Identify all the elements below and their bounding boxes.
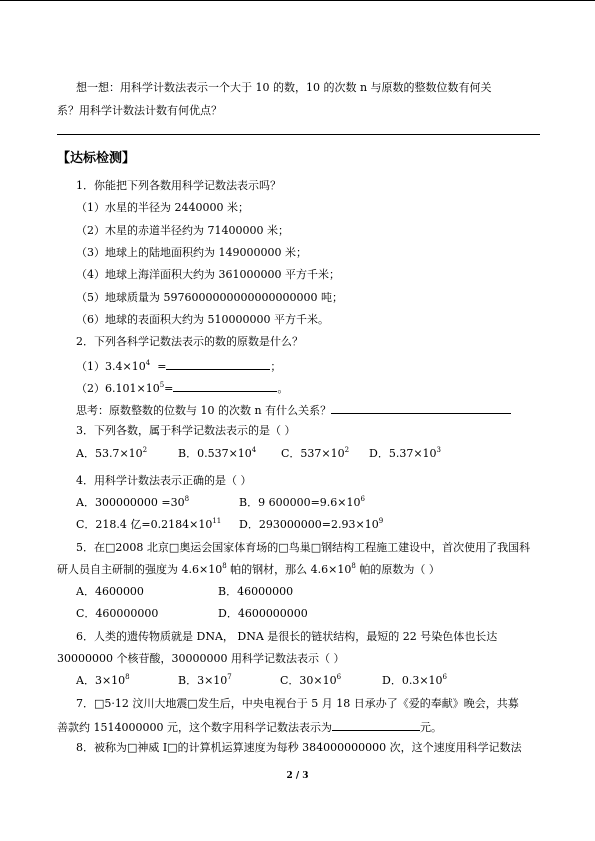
q5-line-2: 研人员自主研制的强度为 $4.6\times 10^8$ 帕的钢材，那么 $4.6\times 10^8$ 帕的原数为（ ）: [57, 562, 440, 576]
think-line-2: 系？用科学计数法计数有何优点？: [57, 104, 222, 117]
q4-option-d: D．$293000000=2.93\times 10^9$: [239, 517, 384, 531]
q1-item: （1）水星的半径为 2440000 米；: [76, 201, 249, 214]
q3-option-c: C．$537\times 10^2$: [281, 446, 350, 460]
think-line-1: 想一想：用科学计数法表示一个大于 10 的数，10 的次数 n 与原数的整数位数有何关: [76, 81, 492, 94]
q3-stem: 3．下列各数，属于科学记数法表示的是（ ）: [76, 424, 296, 437]
q6-option-c: C．$30\times 10^6$: [280, 673, 342, 687]
q1-item: （6）地球的表面积大约为 510000000 平方千米。: [76, 313, 329, 326]
q5-option-a: A．4600000: [76, 585, 144, 598]
q4-option-a: A．$300000000 =30^8$: [76, 495, 190, 509]
q8-line-1: 8．被称为□神威 I□的计算机运算速度为每秒 384000000000 次，这个速度用科学记数法: [76, 741, 522, 754]
q1-item: （5）地球质量为 5976000000000000000000 吨；: [76, 291, 343, 304]
q7-line-1: 7．□5·12 汶川大地震□发生后，中央电视台于 5 月 18 日承办了《爱的奉献》晚会，共募: [76, 697, 519, 710]
q3-option-a: A．$53.7\times 10^2$: [76, 446, 148, 460]
q6-option-d: D．$0.3\times 10^6$: [382, 673, 447, 687]
q1-item: （3）地球上的陆地面积约为 149000000 米；: [76, 246, 307, 259]
q4-option-b: B．9 $600000=9.6\times 10^6$: [239, 495, 365, 509]
q5-option-d: D．4600000000: [218, 607, 308, 620]
q7-line-2: 善款约 1514000000 元，这个数字用科学记数法表示为 元。: [57, 721, 442, 734]
q5-option-b: B．46000000: [218, 585, 294, 598]
q2-stem: 2．下列各科学记数法表示的数的原数是什么？: [76, 335, 303, 348]
q4-option-c: C．218.4 亿$=0.2184\times 10^{11}$: [76, 517, 222, 531]
q6-line-1: 6．人类的遗传物质就是 DNA， DNA 是很长的链状结构，最短的 22 号染色体也长达: [76, 630, 498, 643]
q4-stem: 4．用科学计数法表示正确的是（ ）: [76, 474, 252, 487]
answer-blank[interactable]: [173, 380, 277, 392]
q1-stem: 1．你能把下列各数用科学记数法表示吗？: [76, 179, 281, 192]
q6-option-b: B．$3\times 10^7$: [178, 673, 232, 687]
answer-blank[interactable]: [166, 358, 270, 370]
q6-option-a: A．$3\times 10^8$: [76, 673, 130, 687]
q2-part-b: $(2)6.101\times 10^5=$ 。: [76, 381, 289, 395]
answer-blank[interactable]: [332, 719, 420, 731]
q2-think: 思考：原数整数的位数与 10 的次数 n 有什么关系？: [76, 402, 511, 418]
section-divider: [57, 134, 540, 135]
q6-line-2: 30000000 个核苷酸，30000000 用科学记数法表示（ ）: [57, 652, 345, 665]
q2-part-a: $(1)3.4\times 10^4$ = ；: [76, 359, 282, 373]
q3-option-d: D．$5.37\times 10^3$: [369, 446, 441, 460]
q5-option-c: C．460000000: [76, 607, 159, 620]
section-title: 【达标检测】: [57, 151, 136, 166]
answer-blank[interactable]: [331, 402, 511, 414]
q1-item: （2）木星的赤道半径约为 71400000 米；: [76, 224, 289, 237]
q3-option-b: B．$0.537\times 10^4$: [178, 446, 257, 460]
q1-item: （4）地球上海洋面积大约为 361000000 平方千米；: [76, 268, 340, 281]
top-rule: [0, 0, 595, 1]
page-number: 2 / 3: [286, 771, 309, 781]
q5-line-1: 5．在□2008 北京□奥运会国家体育场的□鸟巢□钢结构工程施工建设中，首次使用了我国科: [76, 541, 531, 554]
